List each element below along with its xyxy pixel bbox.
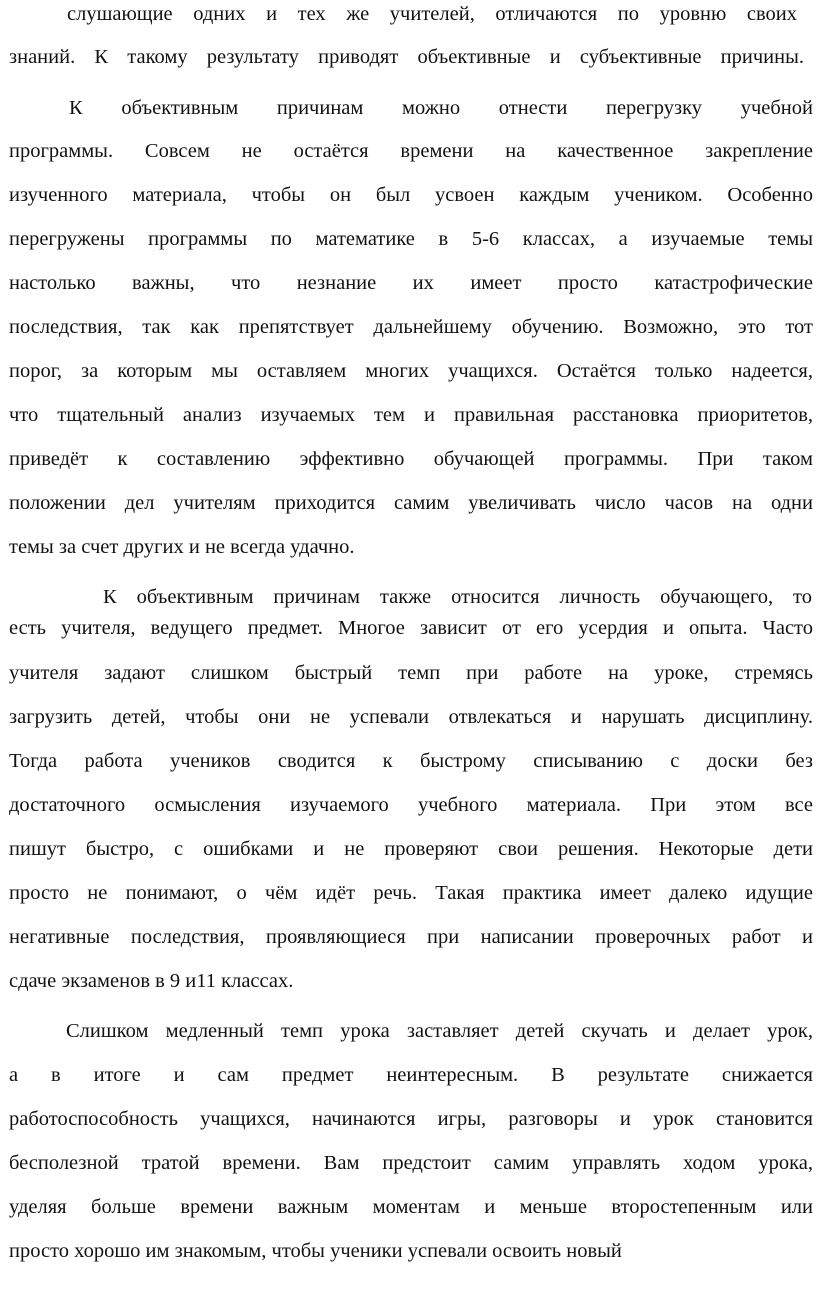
paragraph-line: а в итоге и сам предмет неинтересным. В результате снижается	[9, 1064, 813, 1086]
paragraph-line: уделяя больше времени важным моментам и меньше второстепенным или	[9, 1196, 813, 1218]
paragraph-line: просто хорошо им знакомым, чтобы ученики успевали освоить новый	[9, 1240, 622, 1262]
paragraph-line: сдаче экзаменов в 9 и11 классах.	[9, 970, 294, 992]
paragraph-line: знаний. К такому результату приводят объективные и субъективные причины.	[9, 46, 804, 68]
paragraph-line: просто не понимают, о чём идёт речь. Такая практика имеет далеко идущие	[9, 882, 813, 904]
paragraph-line: настолько важны, что незнание их имеет просто катастрофические	[9, 272, 813, 294]
paragraph-line: пишут быстро, с ошибками и не проверяют свои решения. Некоторые дети	[9, 838, 813, 860]
paragraph-line: приведёт к составлению эффективно обучающей программы. При таком	[9, 448, 813, 470]
paragraph-line: Слишком медленный темп урока заставляет детей скучать и делает урок,	[66, 1020, 813, 1042]
paragraph-line: К объективным причинам также относится личность обучающего, то	[103, 586, 812, 608]
paragraph-line: учителя задают слишком быстрый темп при работе на уроке, стремясь	[9, 662, 813, 684]
paragraph-line: работоспособность учащихся, начинаются игры, разговоры и урок становится	[9, 1108, 813, 1130]
paragraph-line: Тогда работа учеников сводится к быстрому списыванию с доски без	[9, 750, 813, 772]
paragraph-line: последствия, так как препятствует дальнейшему обучению. Возможно, это тот	[9, 316, 813, 338]
paragraph-line: негативные последствия, проявляющиеся при написании проверочных работ и	[9, 926, 813, 948]
paragraph-line: есть учителя, ведущего предмет. Многое зависит от его усердия и опыта. Часто	[9, 617, 813, 639]
paragraph-line: программы. Совсем не остаётся времени на качественное закрепление	[9, 140, 813, 162]
paragraph-line: перегружены программы по математике в 5-6 классах, а изучаемые темы	[9, 228, 813, 250]
paragraph-line: слушающие одних и тех же учителей, отличаются по уровню своих	[67, 3, 797, 25]
paragraph-line: загрузить детей, чтобы они не успевали отвлекаться и нарушать дисциплину.	[9, 706, 813, 728]
paragraph-line: изученного материала, чтобы он был усвоен каждым учеником. Особенно	[9, 184, 813, 206]
paragraph-line: что тщательный анализ изучаемых тем и правильная расстановка приоритетов,	[9, 404, 813, 426]
paragraph-line: К объективным причинам можно отнести перегрузку учебной	[69, 97, 813, 119]
paragraph-line: порог, за которым мы оставляем многих учащихся. Остаётся только надеется,	[9, 360, 813, 382]
paragraph-line: бесполезной тратой времени. Вам предстоит самим управлять ходом урока,	[9, 1152, 813, 1174]
paragraph-line: достаточного осмысления изучаемого учебного материала. При этом все	[9, 794, 813, 816]
paragraph-line: темы за счет других и не всегда удачно.	[9, 536, 355, 558]
paragraph-line: положении дел учителям приходится самим увеличивать число часов на одни	[9, 492, 813, 514]
